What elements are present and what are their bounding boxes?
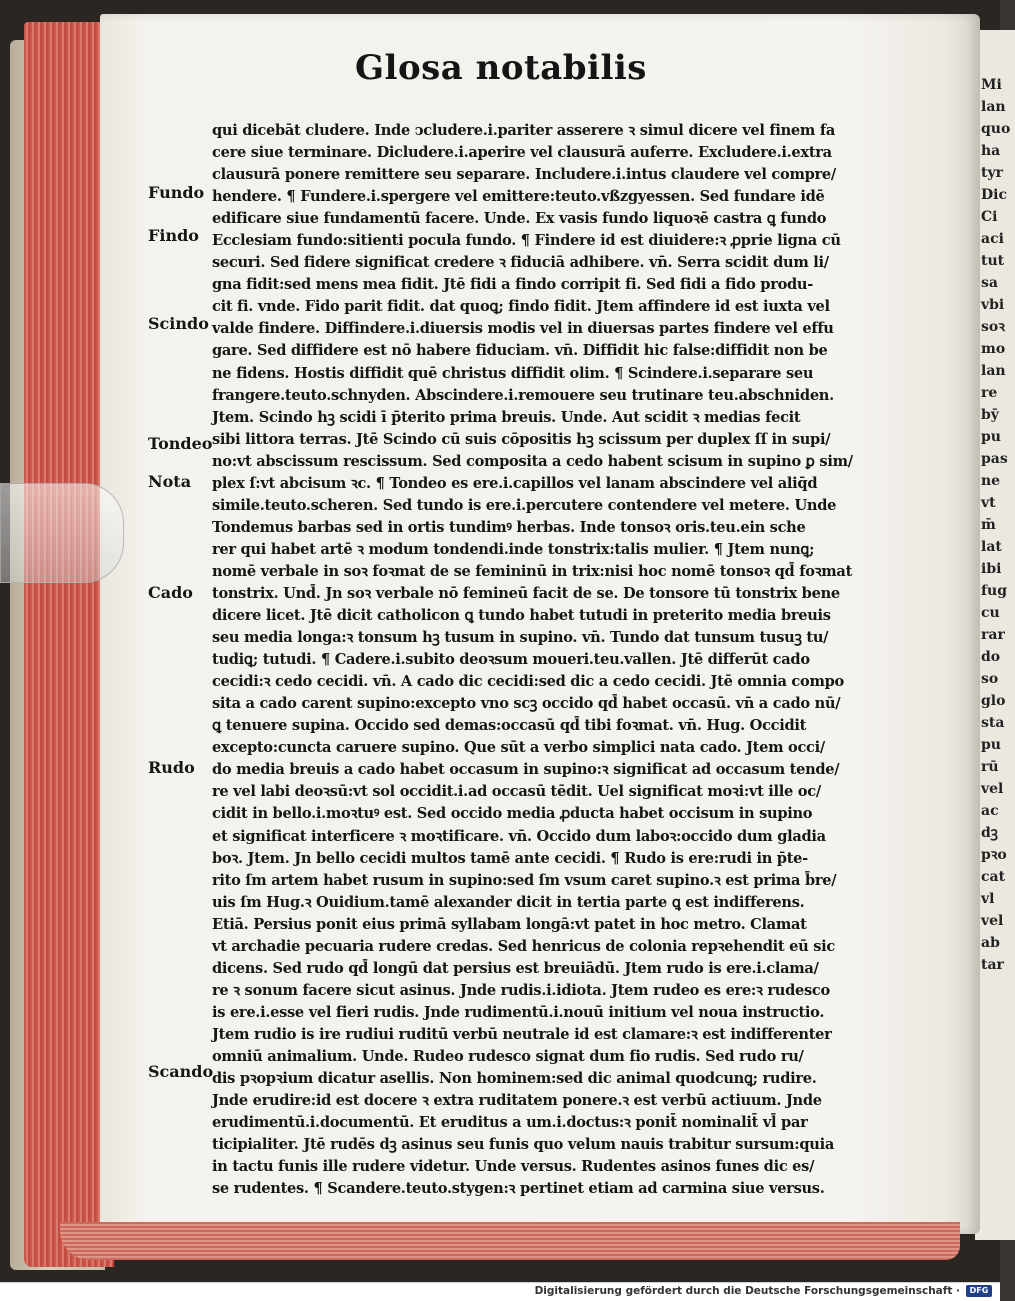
facing-page-fragment: Dic: [981, 187, 1007, 203]
text-line: excepto:cuncta caruere supino. Que sūt a verbo simplici nata cado. Jtem occi/: [212, 739, 825, 757]
text-line: clausurā ponere remittere seu separare. Includere.i.intus claudere vel compre/: [212, 166, 836, 184]
facing-page-fragment: pu: [981, 737, 1001, 753]
text-line: qui dicebāt cludere. Inde ↄcludere.i.pariter asserere ꝛ simul dicere vel finem fa: [212, 122, 835, 139]
margin-note-nota: Nota: [148, 472, 192, 491]
margin-note-scando: Scando: [148, 1062, 214, 1081]
facing-page-fragment: quo: [981, 121, 1011, 137]
facing-page-fragment: ab: [981, 935, 1000, 951]
text-line: gna fidit:sed mens mea fidit. Jtē fidi a findo corripit fi. Sed fidi a fido produ-: [212, 276, 813, 294]
text-line: gare. Sed diffidere est nō habere fiduciam. vn̄. Diffidit hic false:diffidit non be: [212, 342, 828, 360]
facing-page-fragment: sa: [981, 275, 998, 291]
margin-note-tondeo: Tondeo: [148, 434, 213, 453]
facing-page-fragment: tar: [981, 957, 1004, 973]
facing-page-fragment: do: [981, 649, 1001, 665]
facing-page: [975, 30, 1015, 1240]
facing-page-fragment: ne: [981, 473, 1001, 489]
text-line: uis ſm Hug.ꝛ Ouidium.tamē alexander dicit in tertia parte ꝗ est indifferens.: [212, 893, 805, 911]
page-clip: [0, 483, 124, 583]
facing-page-fragment: bȳ: [981, 407, 999, 423]
text-line: valde findere. Diffindere.i.diuersis modis vel in diuersas partes findere vel effu: [212, 320, 834, 338]
text-line: nomē verbale in soꝛ foꝛmat de se femininū in trix:nisi hoc nomē tonsoꝛ qd̄ foꝛmat: [212, 562, 853, 580]
text-line: cidit in bello.i.moꝛtuꝰ est. Sed occido media ꝓducta habet occisum in supino: [212, 805, 813, 823]
text-line: no:vt abscissum rescissum. Sed composita a cedo habent scisum in supino ꝑ sim/: [212, 452, 853, 470]
footer-bar: [0, 1282, 1000, 1301]
facing-page-fragment: lan: [981, 99, 1006, 115]
facing-page-fragment: tut: [981, 253, 1005, 269]
margin-note-rudo: Rudo: [148, 758, 195, 777]
text-line: rer qui habet artē ꝛ modum tondendi.inde tonstrix:talis mulier. ¶ Jtem nunꝗ;: [212, 540, 815, 558]
text-line: ne fidens. Hostis diffidit quē christus diffidit olim. ¶ Scindere.i.separare seu: [212, 364, 814, 382]
text-line: et significat interficere ꝛ moꝛtificare. vn̄. Occido dum laboꝛ:occido dum gladia: [212, 827, 826, 845]
dfg-logo: DFG: [966, 1285, 992, 1297]
facing-page-fragment: aci: [981, 231, 1004, 247]
text-line: omniū animalium. Unde. Rudeo rudesco signat dum fio rudis. Sed rudo ru/: [212, 1047, 804, 1065]
text-line: se rudentes. ¶ Scandere.teuto.stygen:ꝛ pertinet etiam ad carmina siue versus.: [212, 1180, 825, 1198]
facing-page-fragment: soꝛ: [981, 319, 1005, 335]
facing-page-fragment: ibi: [981, 561, 1002, 577]
facing-page-fragment: vel: [981, 913, 1004, 929]
text-line: tudiꝗ; tutudi. ¶ Cadere.i.subito deoꝛsum moueri.teu.vallen. Jtē differūt cado: [212, 651, 810, 669]
text-line: rito ſm artem habet rusum in supino:sed ſm vsum caret supino.ꝛ est prima b̄re/: [212, 871, 837, 889]
footer-credit: Digitalisierung gefördert durch die Deutsche Forschungsgemeinschaft ·: [534, 1285, 960, 1297]
facing-page-fragment: rar: [981, 627, 1005, 643]
margin-note-cado: Cado: [148, 583, 193, 602]
text-line: hendere. ¶ Fundere.i.spergere vel emittere:teuto.vßzgyessen. Sed fundare idē: [212, 188, 825, 206]
text-line: securi. Sed fidere significat credere ꝛ fiduciā adhibere. vn̄. Serra scidit dum li/: [212, 254, 829, 272]
facing-page-fragment: pꝛo: [981, 847, 1007, 863]
text-line: dicere licet. Jtē dicit catholicon ꝗ tundo habet tutudi in preterito media breuis: [212, 607, 831, 625]
text-line: is ere.i.esse vel fieri rudis. Jnde rudimentū.i.nouū initium vel noua instructio.: [212, 1003, 825, 1021]
facing-page-fragment: Mi: [981, 77, 1002, 93]
facing-page-fragment: re: [981, 385, 998, 401]
facing-page-fragment: glo: [981, 693, 1006, 709]
facing-page-fragment: lat: [981, 539, 1002, 555]
text-line: sita a cado carent supino:excepto vno scꝫ occido qd̄ habet occasū. vn̄ a cado nū/: [212, 695, 841, 713]
text-line: Jtem rudio is ire rudiui ruditū verbū neutrale id est clamare:ꝛ est indifferenter: [212, 1025, 832, 1043]
text-line: re ꝛ sonum facere sicut asinus. Jnde rudis.i.idiota. Jtem rudeo es ere:ꝛ rudesco: [212, 981, 830, 999]
facing-page-fragment: vt: [981, 495, 996, 511]
text-line: Jnde erudire:id est docere ꝛ extra ruditatem ponere.ꝛ est verbū actiuum. Jnde: [212, 1092, 822, 1110]
margin-note-fundo: Fundo: [148, 183, 205, 202]
text-line: ticipialiter. Jtē rudēs dꝫ asinus seu funis quo velum nauis trabitur sursum:quia: [212, 1136, 834, 1154]
text-line: cere siue terminare. Dicludere.i.aperire vel clausurā auferre. Excludere.i.extra: [212, 144, 832, 162]
text-line: in tactu funis ille rudere videtur. Unde versus. Rudentes asinos funes dic es/: [212, 1158, 815, 1176]
facing-page-fragment: rū: [981, 759, 999, 775]
text-line: ꝗ tenuere supina. Occido sed demas:occasū qd̄ tibi foꝛmat. vn̄. Hug. Occidit: [212, 717, 807, 735]
text-line: seu media longa:ꝛ tonsum hꝫ tusum in supino. vn̄. Tundo dat tunsum tusuꝫ tu/: [212, 629, 829, 647]
text-line: simile.teuto.scheren. Sed tundo is ere.i.percutere contendere vel metere. Unde: [212, 496, 837, 514]
text-line: cecidi:ꝛ cedo cecidi. vn̄. A cado dic cecidi:sed dic a cedo cecidi. Jtē omnia compo: [212, 673, 844, 691]
body-text: [212, 120, 880, 1200]
facing-page-fragment: dꝫ: [981, 825, 998, 841]
margin-note-scindo: Scindo: [148, 314, 209, 333]
text-line: plex ſ:vt abcisum ꝛc. ¶ Tondeo es ere.i.capillos vel lanam abscindere vel aliq̄d: [212, 474, 818, 492]
facing-page-fragment: cu: [981, 605, 1000, 621]
text-line: do media breuis a cado habet occasum in supino:ꝛ significat ad occasum tende/: [212, 761, 840, 779]
facing-page-fragment: vl: [981, 891, 995, 907]
facing-page-fragment: lan: [981, 363, 1006, 379]
facing-page-fragment: vel: [981, 781, 1004, 797]
text-line: boꝛ. Jtem. Jn bello cecidi multos tamē ante cecidi. ¶ Rudo is ere:rudi in p̄te-: [212, 849, 808, 867]
facing-page-fragment: pu: [981, 429, 1001, 445]
facing-page-fragment: cat: [981, 869, 1006, 885]
text-line: Jtem. Scindo hꝫ scidi ī p̄terito prima breuis. Unde. Aut scidit ꝛ medias fecit: [212, 408, 801, 426]
text-line: re vel labi deoꝛsū:vt sol occidit.i.ad occasū tēdit. Uel significat moꝛi:vt ille oc/: [212, 783, 821, 801]
facing-page-fragment: mo: [981, 341, 1006, 357]
text-line: dis pꝛopꝛium dicatur asellis. Non hominem:sed dic animal quodcunꝗ; rudire.: [212, 1070, 817, 1088]
bottom-edge: [60, 1222, 960, 1260]
facing-page-fragment: fug: [981, 583, 1007, 599]
text-line: erudimentū.i.documentū. Et eruditus a um.i.doctus:ꝛ ponit̄ nominalit̄ vl̄ par: [212, 1114, 808, 1132]
text-line: dicens. Sed rudo qd̄ longū dat persius est breuiādū. Jtem rudo is ere.i.clama/: [212, 959, 819, 977]
facing-page-fragment: Ci: [981, 209, 998, 225]
facing-page-fragment: pas: [981, 451, 1008, 467]
facing-page-fragment: so: [981, 671, 999, 687]
facing-page-fragment: ac: [981, 803, 999, 819]
text-line: frangere.teuto.schnyden. Abscindere.i.remouere seu trutinare teu.abschniden.: [212, 386, 834, 404]
text-line: tonstrix. Und̄. Jn soꝛ verbale nō femineū facit de se. De tonsore tū tonstrix bene: [212, 584, 840, 602]
margin-note-findo: Findo: [148, 226, 199, 245]
text-line: sibi littora terras. Jtē Scindo cū suis cōpositis hꝫ scissum per duplex ſſ in supi/: [212, 430, 831, 448]
facing-page-fragment: tyr: [981, 165, 1003, 181]
text-line: Etiā. Persius ponit eius primā syllabam longā:vt patet in hoc metro. Clamat: [212, 915, 807, 933]
facing-page-fragment: m̄: [981, 517, 996, 533]
facing-page-text: [975, 30, 1015, 976]
text-line: vt archadie pecuaria rudere credas. Sed henricus de colonia repꝛehendit eū sic: [212, 937, 835, 955]
text-line: Tondemus barbas sed in ortis tundimꝰ herbas. Inde tonsoꝛ oris.teu.ein sche: [212, 518, 806, 536]
page-title: Glosa notabilis: [355, 48, 647, 88]
facing-page-fragment: sta: [981, 715, 1005, 731]
facing-page-fragment: ha: [981, 143, 1001, 159]
text-line: cit fi. vnde. Fido parit fidit. dat quoꝗ; findo fidit. Jtem affindere id est iuxta vel: [212, 298, 830, 316]
text-line: Ecclesiam fundo:sitienti pocula fundo. ¶ Findere id est diuidere:ꝛ ꝓprie ligna cū: [212, 232, 841, 250]
text-line: edificare siue fundamentū facere. Unde. Ex vasis fundo liquoꝛē castra ꝗ fundo: [212, 210, 827, 228]
facing-page-fragment: vbi: [981, 297, 1005, 313]
